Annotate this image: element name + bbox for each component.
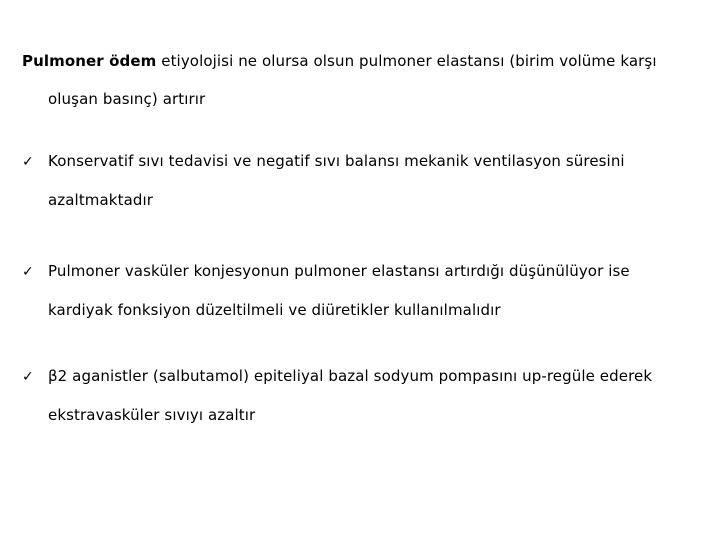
bullet-line-2: azaltmaktadır [48,191,154,209]
check-icon: ✓ [22,264,34,280]
bullet-item [22,252,708,329]
paragraph-line-2: oluşan basınç) artırır [48,90,206,108]
bullet-item [22,357,708,434]
bullet-line-2: kardiyak fonksiyon düzeltilmeli ve diüretikler kullanılmalıdır [48,301,501,319]
bullet-text: Konservatif sıvı tedavisi ve negatif sıvı balansı mekanik ventilasyon süresini [48,152,625,170]
bullet-line-1 [22,252,708,291]
paragraph-text: etiyolojisi ne olursa olsun pulmoner elastansı (birim volüme karşı [156,52,657,70]
check-icon: ✓ [22,369,34,385]
bullet-item [22,142,708,219]
bold-term: Pulmoner ödem [22,52,157,70]
paragraph-line-1 [22,42,708,80]
bullet-line-1 [22,142,708,181]
bullet-line-2: ekstravasküler sıvıyı azaltır [48,406,256,424]
bullet-text: β2 aganistler (salbutamol) epiteliyal bazal sodyum pompasını up-regüle ederek [48,367,653,385]
paragraph-pulmoner-odem [22,42,708,118]
bullet-text: Pulmoner vasküler konjesyonun pulmoner elastansı artırdığı düşünülüyor ise [48,262,630,280]
bullet-line-1 [22,357,708,396]
check-icon: ✓ [22,154,34,170]
